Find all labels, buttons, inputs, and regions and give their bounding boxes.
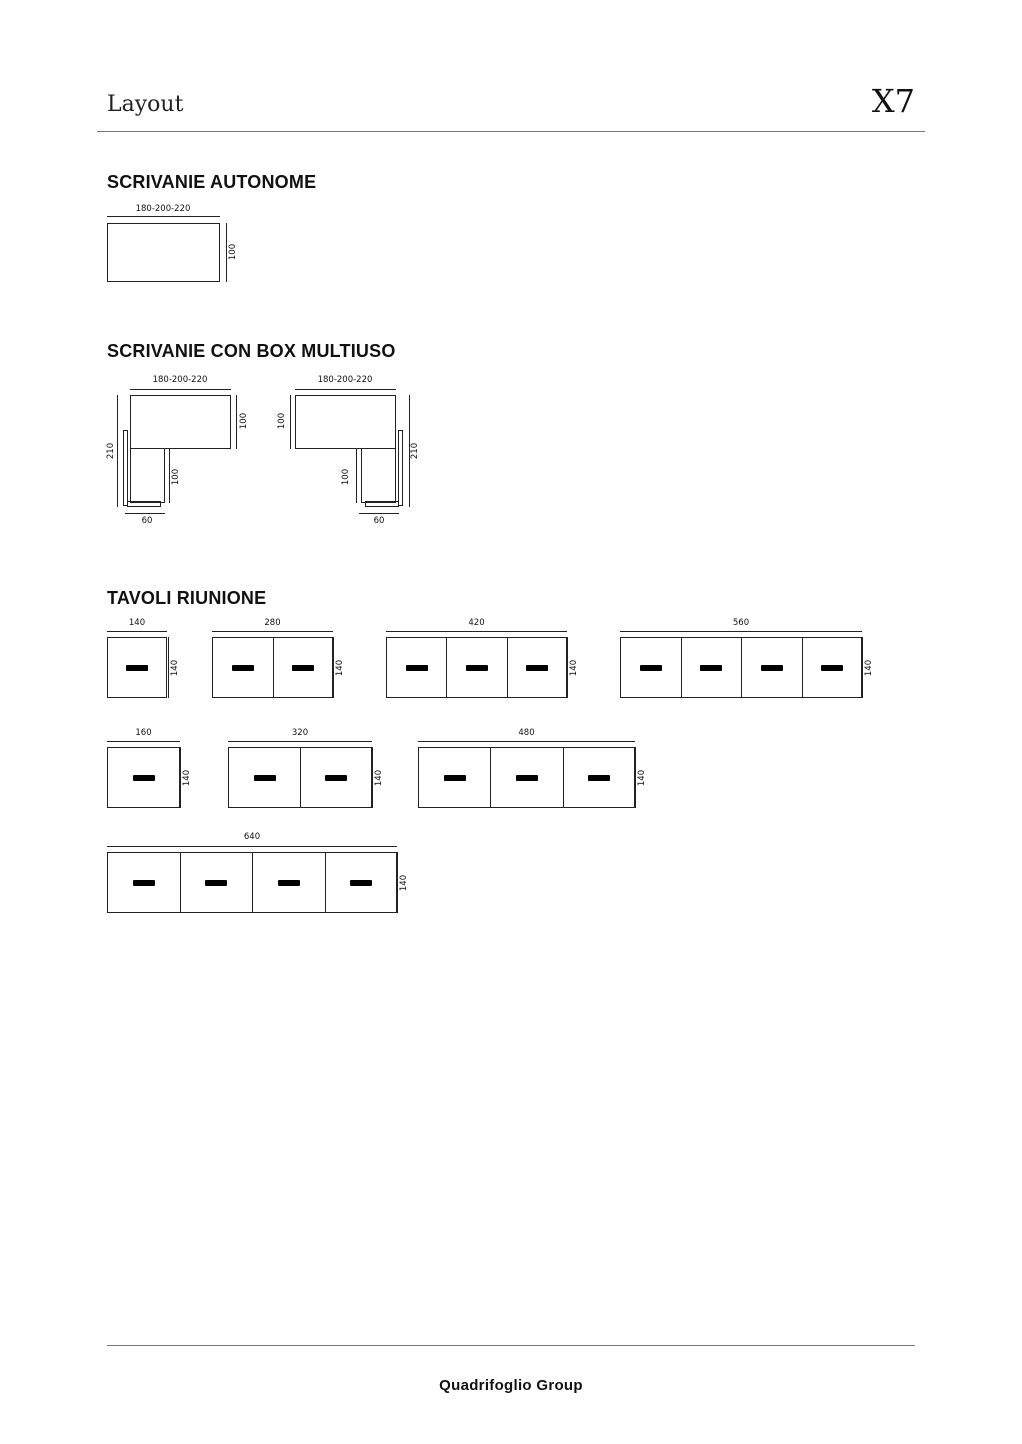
table-module <box>507 637 567 698</box>
table-module <box>107 852 181 913</box>
width-dimension-line <box>620 631 862 632</box>
desk-depth-line <box>290 395 291 449</box>
desk-top <box>295 395 396 449</box>
table-module <box>446 637 507 698</box>
width-dimension: 180-200-220 <box>317 375 373 385</box>
width-dimension: 180-200-220 <box>135 204 191 214</box>
box-width-line <box>125 513 165 514</box>
width-dimension: 420 <box>468 618 485 628</box>
table-module <box>107 747 180 808</box>
box-width-dimension: 60 <box>373 516 385 526</box>
width-dimension: 280 <box>264 618 281 628</box>
depth-dimension: 100 <box>227 243 238 261</box>
width-dimension-line <box>107 741 180 742</box>
width-dimension-line <box>212 631 333 632</box>
multiuse-box <box>130 448 165 503</box>
box-depth-dimension: 100 <box>170 468 181 486</box>
width-dimension: 560 <box>732 618 750 628</box>
width-dimension: 640 <box>243 832 261 842</box>
desk-depth-dimension: 100 <box>238 412 249 430</box>
table-module <box>273 637 334 698</box>
table-module <box>107 637 167 698</box>
depth-dimension: 140 <box>181 769 192 786</box>
side-panel <box>123 430 128 506</box>
depth-dimension: 140 <box>636 769 647 786</box>
box-depth-dimension: 100 <box>340 468 351 486</box>
desk-depth-dimension: 100 <box>276 412 287 430</box>
desk-top <box>130 395 231 449</box>
depth-dimension: 140 <box>398 874 409 891</box>
total-depth-dimension: 210 <box>409 442 420 460</box>
depth-dimension: 140 <box>169 659 180 676</box>
table-module <box>418 747 491 808</box>
total-depth-dimension: 210 <box>105 442 116 460</box>
width-dimension-line <box>418 741 635 742</box>
box-base <box>365 501 399 507</box>
footer-divider <box>107 1345 915 1346</box>
desk-depth-line <box>236 395 237 449</box>
table-module <box>212 637 274 698</box>
table-module <box>681 637 743 698</box>
table-module <box>300 747 372 808</box>
width-dimension-line <box>130 389 231 390</box>
width-dimension-line <box>386 631 567 632</box>
table-module <box>386 637 447 698</box>
table-module <box>228 747 301 808</box>
width-dimension: 140 <box>128 618 146 628</box>
width-dimension-line <box>107 846 397 847</box>
width-dimension: 180-200-220 <box>152 375 208 385</box>
total-depth-line <box>117 395 118 507</box>
depth-dimension: 140 <box>334 659 345 676</box>
width-dimension: 160 <box>135 728 152 738</box>
header-divider <box>97 131 925 132</box>
table-module <box>325 852 398 913</box>
table-module <box>563 747 635 808</box>
side-panel <box>398 430 403 506</box>
section-title-riunione: TAVOLI RIUNIONE <box>107 588 267 608</box>
multiuse-box <box>361 448 396 503</box>
width-dimension: 320 <box>291 728 309 738</box>
box-base <box>127 501 161 507</box>
depth-dimension: 140 <box>373 769 384 786</box>
width-dimension-line <box>228 741 372 742</box>
desk-top <box>107 223 220 282</box>
box-depth-line <box>356 448 357 503</box>
page-title: Layout <box>107 92 184 117</box>
table-module <box>802 637 863 698</box>
brand-name: Quadrifoglio Group <box>439 1377 583 1394</box>
box-width-dimension: 60 <box>141 516 153 526</box>
table-module <box>741 637 803 698</box>
depth-dimension: 140 <box>863 659 874 676</box>
width-dimension-line <box>107 216 220 217</box>
table-module <box>620 637 682 698</box>
product-code: X7 <box>871 82 915 120</box>
table-module <box>490 747 563 808</box>
section-title-box: SCRIVANIE CON BOX MULTIUSO <box>107 341 396 361</box>
table-module <box>180 852 254 913</box>
width-dimension: 480 <box>518 728 535 738</box>
width-dimension-line <box>295 389 396 390</box>
depth-dimension: 140 <box>568 659 579 676</box>
box-width-line <box>359 513 399 514</box>
table-module <box>252 852 326 913</box>
section-title-autonome: SCRIVANIE AUTONOME <box>107 172 317 192</box>
width-dimension-line <box>107 631 167 632</box>
